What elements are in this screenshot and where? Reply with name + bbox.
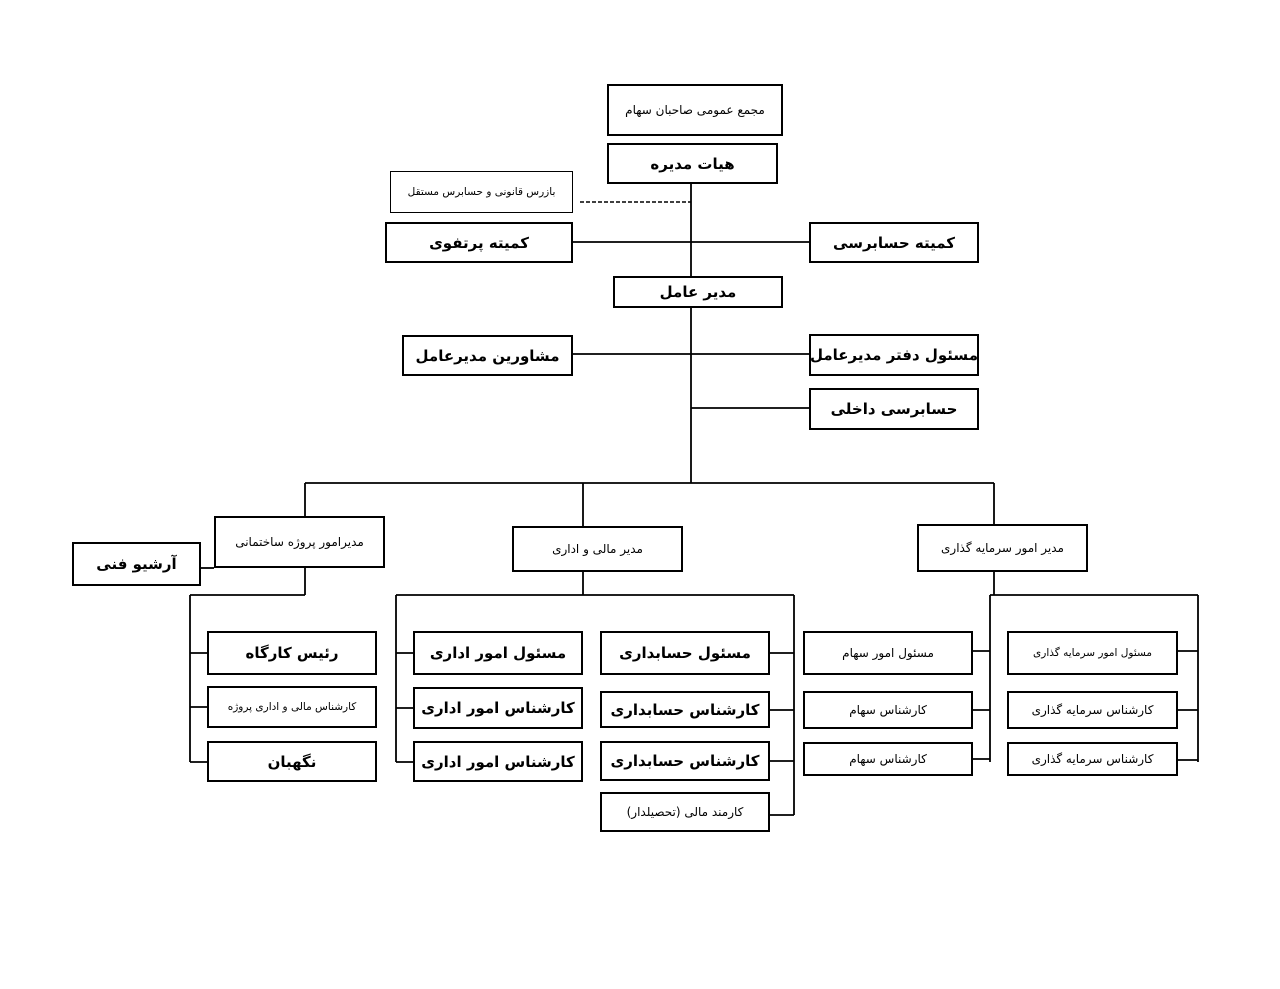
node-project-finance-expert: کارشناس مالی و اداری پروژه — [207, 686, 377, 728]
node-audit-committee: کمیته حسابرسی — [809, 222, 979, 263]
node-board: هیات مدیره — [607, 143, 778, 184]
node-admin-expert-1: کارشناس امور اداری — [413, 687, 583, 729]
node-tech-archive: آرشیو فنی — [72, 542, 201, 586]
node-ceo-advisors: مشاورین مدیرعامل — [402, 335, 573, 376]
node-ceo: مدیر عامل — [613, 276, 783, 308]
node-admin-expert-2: کارشناس امور اداری — [413, 741, 583, 782]
node-shares-expert-1: کارشناس سهام — [803, 691, 973, 729]
node-portfolio-committee: کمیته پرتفوی — [385, 222, 573, 263]
node-auditor: بازرس قانونی و حسابرس مستقل — [390, 171, 573, 213]
node-cashier: کارمند مالی (تحصیلدار) — [600, 792, 770, 832]
node-accounting-head: مسئول حسابداری — [600, 631, 770, 675]
node-investment-expert-2: کارشناس سرمایه گذاری — [1007, 742, 1178, 776]
node-general-assembly: مجمع عمومی صاحبان سهام — [607, 84, 783, 136]
node-accounting-expert-1: کارشناس حسابداری — [600, 691, 770, 728]
node-finance-admin-manager: مدیر مالی و اداری — [512, 526, 683, 572]
node-accounting-expert-2: کارشناس حسابداری — [600, 741, 770, 781]
node-workshop-head: رئیس کارگاه — [207, 631, 377, 675]
node-guard: نگهبان — [207, 741, 377, 782]
node-investment-expert-1: کارشناس سرمایه گذاری — [1007, 691, 1178, 729]
node-internal-audit: حسابرسی داخلی — [809, 388, 979, 430]
node-ceo-office: مسئول دفتر مدیرعامل — [809, 334, 979, 376]
node-shares-head: مسئول امور سهام — [803, 631, 973, 675]
node-admin-head: مسئول امور اداری — [413, 631, 583, 675]
node-shares-expert-2: کارشناس سهام — [803, 742, 973, 776]
node-construction-manager: مدیرامور پروژه ساختمانی — [214, 516, 385, 568]
node-investment-manager: مدیر امور سرمایه گذاری — [917, 524, 1088, 572]
node-investment-head: مسئول امور سرمایه گذاری — [1007, 631, 1178, 675]
